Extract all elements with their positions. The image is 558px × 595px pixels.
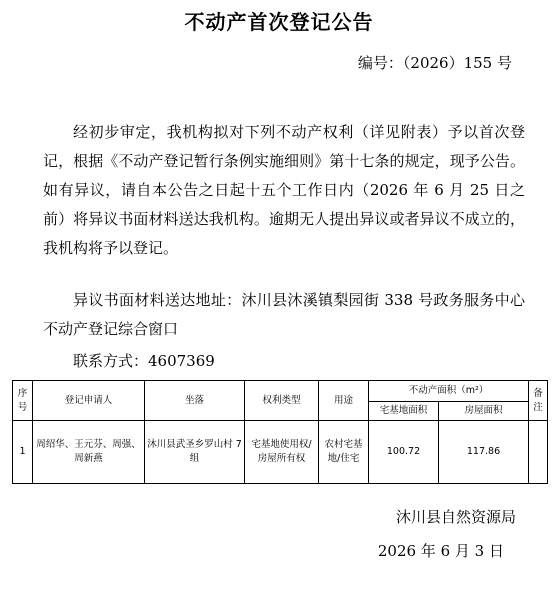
cell-right-type: 宅基地使用权/房屋所有权 [245,421,319,484]
table-row [13,421,548,484]
cell-remark [529,421,548,484]
objection-address-paragraph: 异议书面材料送达地址：沐川县沐溪镇梨园街 338 号政务服务中心不动产登记综合窗口 [43,291,525,338]
header-remark: 备注 [529,381,548,421]
issue-date: 2026 年 6 月 3 日 [377,542,504,560]
header-land-area: 宅基地面积 [369,402,439,421]
notice-paragraph: 经初步审定，我机构拟对下列不动产权利（详见附表）予以首次登记，根据《不动产登记暂行条例实施细则》第十七条的规定，现予公告。如有异议，请自本公告之日起十五个工作日内（2026 年 6 月 25 日之前）将异议书面材料送达我机构。逾期无人提出异议或者异议不成立的，我机构将予以登记。 [43,123,525,257]
cell-applicant: 周绍华、王元芬、周强、周新燕 [33,421,145,484]
issuer-name: 沐川县自然资源局 [395,508,516,526]
page-title: 不动产首次登记公告 [184,10,374,34]
contact-paragraph: 联系方式：4607369 [73,352,215,370]
header-applicant: 登记申请人 [33,381,145,421]
header-location: 坐落 [145,381,245,421]
cell-house-area: 117.86 [439,421,529,484]
cell-seq: 1 [13,421,33,484]
cell-location: 沐川县武圣乡罗山村 7 组 [145,421,245,484]
header-area-group: 不动产面积（m²） [369,381,529,402]
registration-table [12,380,548,484]
header-right-type: 权利类型 [245,381,319,421]
cell-land-area: 100.72 [369,421,439,484]
header-seq: 序号 [13,381,33,421]
cell-usage: 农村宅基地/住宅 [319,421,369,484]
header-usage: 用途 [319,381,369,421]
header-house-area: 房屋面积 [439,402,529,421]
document-number: 编号：（2026）155 号 [357,54,512,72]
